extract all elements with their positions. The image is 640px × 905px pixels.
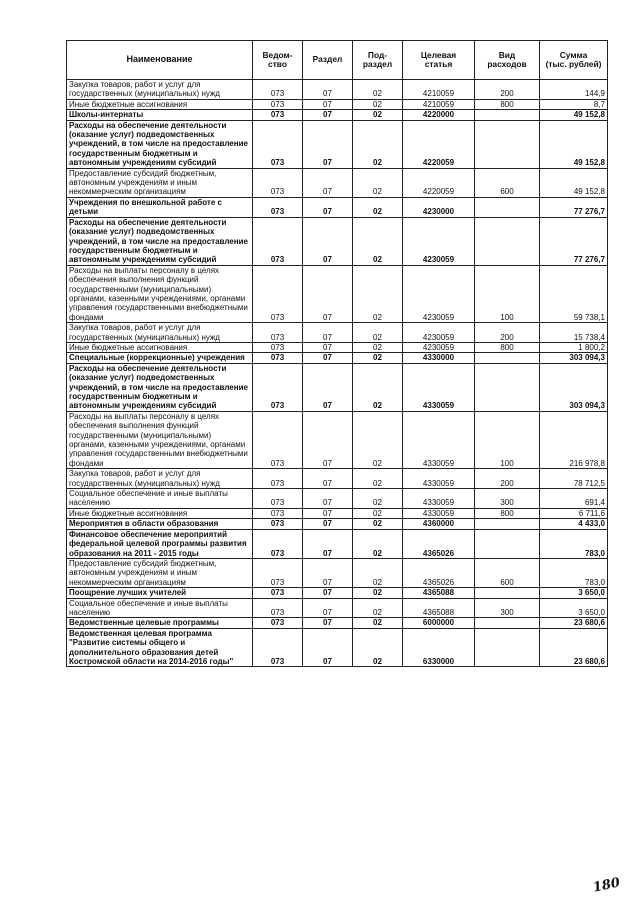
cell-ved: 073 (253, 80, 303, 100)
cell-vid (475, 588, 540, 598)
table-header-row (67, 41, 608, 80)
cell-vid (475, 529, 540, 558)
cell-vid: 800 (475, 342, 540, 352)
cell-name: Расходы на обеспечение деятельности (оказание услуг) подведомственных учреждений, в том числе на предоставление государственным бюджетным и автономным учреждениям субсидий (67, 120, 253, 168)
table-row (67, 519, 608, 529)
cell-ved: 073 (253, 529, 303, 558)
header-vedomstvo: Ведом- ство (253, 41, 303, 80)
cell-ved: 073 (253, 120, 303, 168)
table-row (67, 265, 608, 322)
cell-vid: 200 (475, 80, 540, 100)
cell-razdel: 07 (303, 598, 353, 618)
cell-ved: 073 (253, 323, 303, 343)
cell-podrazdel: 02 (353, 110, 403, 120)
cell-statya: 4330059 (403, 411, 475, 468)
cell-statya: 4330059 (403, 363, 475, 411)
cell-statya: 4365026 (403, 529, 475, 558)
cell-vid (475, 110, 540, 120)
table-row (67, 628, 608, 667)
cell-vid (475, 628, 540, 667)
cell-razdel: 07 (303, 353, 353, 363)
cell-name: Закупка товаров, работ и услуг для государственных (муниципальных) нужд (67, 80, 253, 100)
cell-statya: 4220059 (403, 168, 475, 197)
cell-razdel: 07 (303, 363, 353, 411)
cell-vid: 100 (475, 265, 540, 322)
cell-vid: 800 (475, 99, 540, 109)
cell-ved: 073 (253, 588, 303, 598)
cell-summa: 144,9 (540, 80, 608, 100)
cell-statya: 4230059 (403, 265, 475, 322)
cell-summa: 783,0 (540, 558, 608, 587)
cell-razdel: 07 (303, 168, 353, 197)
cell-vid: 600 (475, 558, 540, 587)
cell-podrazdel: 02 (353, 558, 403, 587)
cell-summa: 6 711,6 (540, 508, 608, 518)
cell-statya: 6330000 (403, 628, 475, 667)
cell-razdel: 07 (303, 323, 353, 343)
cell-name: Иные бюджетные ассигнования (67, 508, 253, 518)
cell-statya: 4230000 (403, 197, 475, 217)
cell-name: Учреждения по внешкольной работе с детьми (67, 197, 253, 217)
table-row (67, 99, 608, 109)
cell-name: Ведомственная целевая программа "Развитие системы общего и дополнительного образования детей Костромской области на 2014-2016 годы" (67, 628, 253, 667)
cell-name: Мероприятия в области образования (67, 519, 253, 529)
table-row (67, 529, 608, 558)
cell-razdel: 07 (303, 508, 353, 518)
cell-name: Расходы на выплаты персоналу в целях обеспечения выполнения функций государственными (муниципальными) органами, казенными учреждениями, органами управления государственными внебюджетными фондами (67, 265, 253, 322)
header-podrazdel: Под- раздел (353, 41, 403, 80)
cell-summa: 783,0 (540, 529, 608, 558)
table-row (67, 80, 608, 100)
table-row (67, 353, 608, 363)
cell-summa: 691,4 (540, 489, 608, 509)
cell-statya: 4365026 (403, 558, 475, 587)
cell-podrazdel: 02 (353, 411, 403, 468)
cell-statya: 4210059 (403, 99, 475, 109)
cell-razdel: 07 (303, 411, 353, 468)
cell-ved: 073 (253, 598, 303, 618)
table-row (67, 558, 608, 587)
cell-ved: 073 (253, 217, 303, 265)
cell-name: Финансовое обеспечение мероприятий федеральной целевой программы развития образования на 2011 - 2015 годы (67, 529, 253, 558)
table-row (67, 469, 608, 489)
cell-razdel: 07 (303, 265, 353, 322)
cell-podrazdel: 02 (353, 363, 403, 411)
cell-vid (475, 363, 540, 411)
cell-name: Расходы на выплаты персоналу в целях обеспечения выполнения функций государственными (муниципальными) органами, казенными учреждениями, органами управления государственными внебюджетными фондами (67, 411, 253, 468)
cell-podrazdel: 02 (353, 120, 403, 168)
page-number: 180 (591, 875, 622, 896)
cell-summa: 3 650,0 (540, 598, 608, 618)
cell-podrazdel: 02 (353, 489, 403, 509)
table-row (67, 197, 608, 217)
table-body (67, 80, 608, 667)
table-row (67, 120, 608, 168)
cell-ved: 073 (253, 353, 303, 363)
cell-name: Иные бюджетные ассигнования (67, 342, 253, 352)
cell-podrazdel: 02 (353, 217, 403, 265)
cell-summa: 3 650,0 (540, 588, 608, 598)
cell-ved: 073 (253, 363, 303, 411)
cell-summa: 77 276,7 (540, 197, 608, 217)
cell-podrazdel: 02 (353, 265, 403, 322)
cell-ved: 073 (253, 342, 303, 352)
cell-ved: 073 (253, 168, 303, 197)
cell-summa: 78 712,5 (540, 469, 608, 489)
cell-name: Поощрение лучших учителей (67, 588, 253, 598)
cell-statya: 4365088 (403, 588, 475, 598)
cell-vid (475, 353, 540, 363)
cell-name: Расходы на обеспечение деятельности (оказание услуг) подведомственных учреждений, в том числе на предоставление государственным бюджетным и автономным учреждениям субсидий (67, 363, 253, 411)
cell-name: Специальные (коррекционные) учреждения (67, 353, 253, 363)
cell-ved: 073 (253, 628, 303, 667)
cell-name: Социальное обеспечение и иные выплаты населению (67, 489, 253, 509)
cell-podrazdel: 02 (353, 469, 403, 489)
table-row (67, 489, 608, 509)
cell-ved: 073 (253, 558, 303, 587)
cell-summa: 49 152,8 (540, 168, 608, 197)
table-row (67, 342, 608, 352)
cell-vid: 300 (475, 598, 540, 618)
cell-razdel: 07 (303, 618, 353, 628)
cell-razdel: 07 (303, 197, 353, 217)
cell-vid (475, 519, 540, 529)
cell-statya: 6000000 (403, 618, 475, 628)
cell-summa: 303 094,3 (540, 353, 608, 363)
table-row (67, 363, 608, 411)
cell-name: Предоставление субсидий бюджетным, автономным учреждениям и иным некоммерческим организациям (67, 168, 253, 197)
cell-podrazdel: 02 (353, 508, 403, 518)
cell-podrazdel: 02 (353, 99, 403, 109)
cell-razdel: 07 (303, 469, 353, 489)
cell-statya: 4330000 (403, 353, 475, 363)
cell-vid (475, 618, 540, 628)
cell-podrazdel: 02 (353, 323, 403, 343)
cell-ved: 073 (253, 489, 303, 509)
cell-ved: 073 (253, 411, 303, 468)
cell-podrazdel: 02 (353, 519, 403, 529)
cell-razdel: 07 (303, 110, 353, 120)
cell-statya: 4360000 (403, 519, 475, 529)
cell-podrazdel: 02 (353, 168, 403, 197)
cell-summa: 59 738,1 (540, 265, 608, 322)
cell-razdel: 07 (303, 558, 353, 587)
table-row (67, 411, 608, 468)
budget-table (66, 40, 608, 667)
cell-razdel: 07 (303, 529, 353, 558)
cell-vid: 100 (475, 411, 540, 468)
cell-ved: 073 (253, 110, 303, 120)
cell-summa: 216 978,8 (540, 411, 608, 468)
cell-name: Предоставление субсидий бюджетным, автономным учреждениям и иным некоммерческим организациям (67, 558, 253, 587)
cell-statya: 4230059 (403, 342, 475, 352)
cell-summa: 4 433,0 (540, 519, 608, 529)
cell-name: Расходы на обеспечение деятельности (оказание услуг) подведомственных учреждений, в том числе на предоставление государственным бюджетным и автономным учреждениям субсидий (67, 217, 253, 265)
cell-podrazdel: 02 (353, 197, 403, 217)
cell-vid: 200 (475, 469, 540, 489)
cell-ved: 073 (253, 519, 303, 529)
cell-vid: 600 (475, 168, 540, 197)
cell-summa: 23 680,6 (540, 628, 608, 667)
cell-statya: 4330059 (403, 469, 475, 489)
cell-ved: 073 (253, 469, 303, 489)
cell-razdel: 07 (303, 217, 353, 265)
cell-summa: 77 276,7 (540, 217, 608, 265)
cell-summa: 303 094,3 (540, 363, 608, 411)
cell-vid: 300 (475, 489, 540, 509)
table-row (67, 588, 608, 598)
table-row (67, 217, 608, 265)
cell-razdel: 07 (303, 342, 353, 352)
cell-ved: 073 (253, 197, 303, 217)
table-row (67, 598, 608, 618)
cell-vid (475, 120, 540, 168)
table-row (67, 168, 608, 197)
cell-vid: 200 (475, 323, 540, 343)
cell-name: Социальное обеспечение и иные выплаты населению (67, 598, 253, 618)
cell-vid: 800 (475, 508, 540, 518)
cell-podrazdel: 02 (353, 80, 403, 100)
cell-vid (475, 217, 540, 265)
cell-statya: 4365088 (403, 598, 475, 618)
cell-razdel: 07 (303, 628, 353, 667)
cell-razdel: 07 (303, 99, 353, 109)
cell-ved: 073 (253, 618, 303, 628)
cell-ved: 073 (253, 508, 303, 518)
cell-statya: 4230059 (403, 217, 475, 265)
cell-statya: 4210059 (403, 80, 475, 100)
cell-podrazdel: 02 (353, 598, 403, 618)
cell-summa: 23 680,6 (540, 618, 608, 628)
cell-razdel: 07 (303, 489, 353, 509)
cell-ved: 073 (253, 99, 303, 109)
cell-statya: 4230059 (403, 323, 475, 343)
cell-podrazdel: 02 (353, 353, 403, 363)
header-summa: Сумма (тыс. рублей) (540, 41, 608, 80)
cell-statya: 4330059 (403, 508, 475, 518)
cell-name: Закупка товаров, работ и услуг для государственных (муниципальных) нужд (67, 469, 253, 489)
table-row (67, 508, 608, 518)
cell-summa: 49 152,8 (540, 110, 608, 120)
cell-podrazdel: 02 (353, 529, 403, 558)
header-razdel: Раздел (303, 41, 353, 80)
cell-podrazdel: 02 (353, 342, 403, 352)
table-row (67, 323, 608, 343)
cell-razdel: 07 (303, 588, 353, 598)
cell-name: Иные бюджетные ассигнования (67, 99, 253, 109)
cell-summa: 15 738,4 (540, 323, 608, 343)
cell-statya: 4220000 (403, 110, 475, 120)
cell-vid (475, 197, 540, 217)
cell-summa: 49 152,8 (540, 120, 608, 168)
cell-razdel: 07 (303, 120, 353, 168)
table-row (67, 110, 608, 120)
header-name: Наименование (67, 41, 253, 80)
cell-statya: 4330059 (403, 489, 475, 509)
cell-razdel: 07 (303, 519, 353, 529)
cell-summa: 1 800,2 (540, 342, 608, 352)
header-vid: Вид расходов (475, 41, 540, 80)
cell-name: Ведомственные целевые программы (67, 618, 253, 628)
header-statya: Целевая статья (403, 41, 475, 80)
cell-razdel: 07 (303, 80, 353, 100)
cell-podrazdel: 02 (353, 618, 403, 628)
cell-name: Закупка товаров, работ и услуг для государственных (муниципальных) нужд (67, 323, 253, 343)
cell-ved: 073 (253, 265, 303, 322)
cell-podrazdel: 02 (353, 588, 403, 598)
cell-statya: 4220059 (403, 120, 475, 168)
cell-name: Школы-интернаты (67, 110, 253, 120)
cell-podrazdel: 02 (353, 628, 403, 667)
table-row (67, 618, 608, 628)
cell-summa: 8,7 (540, 99, 608, 109)
